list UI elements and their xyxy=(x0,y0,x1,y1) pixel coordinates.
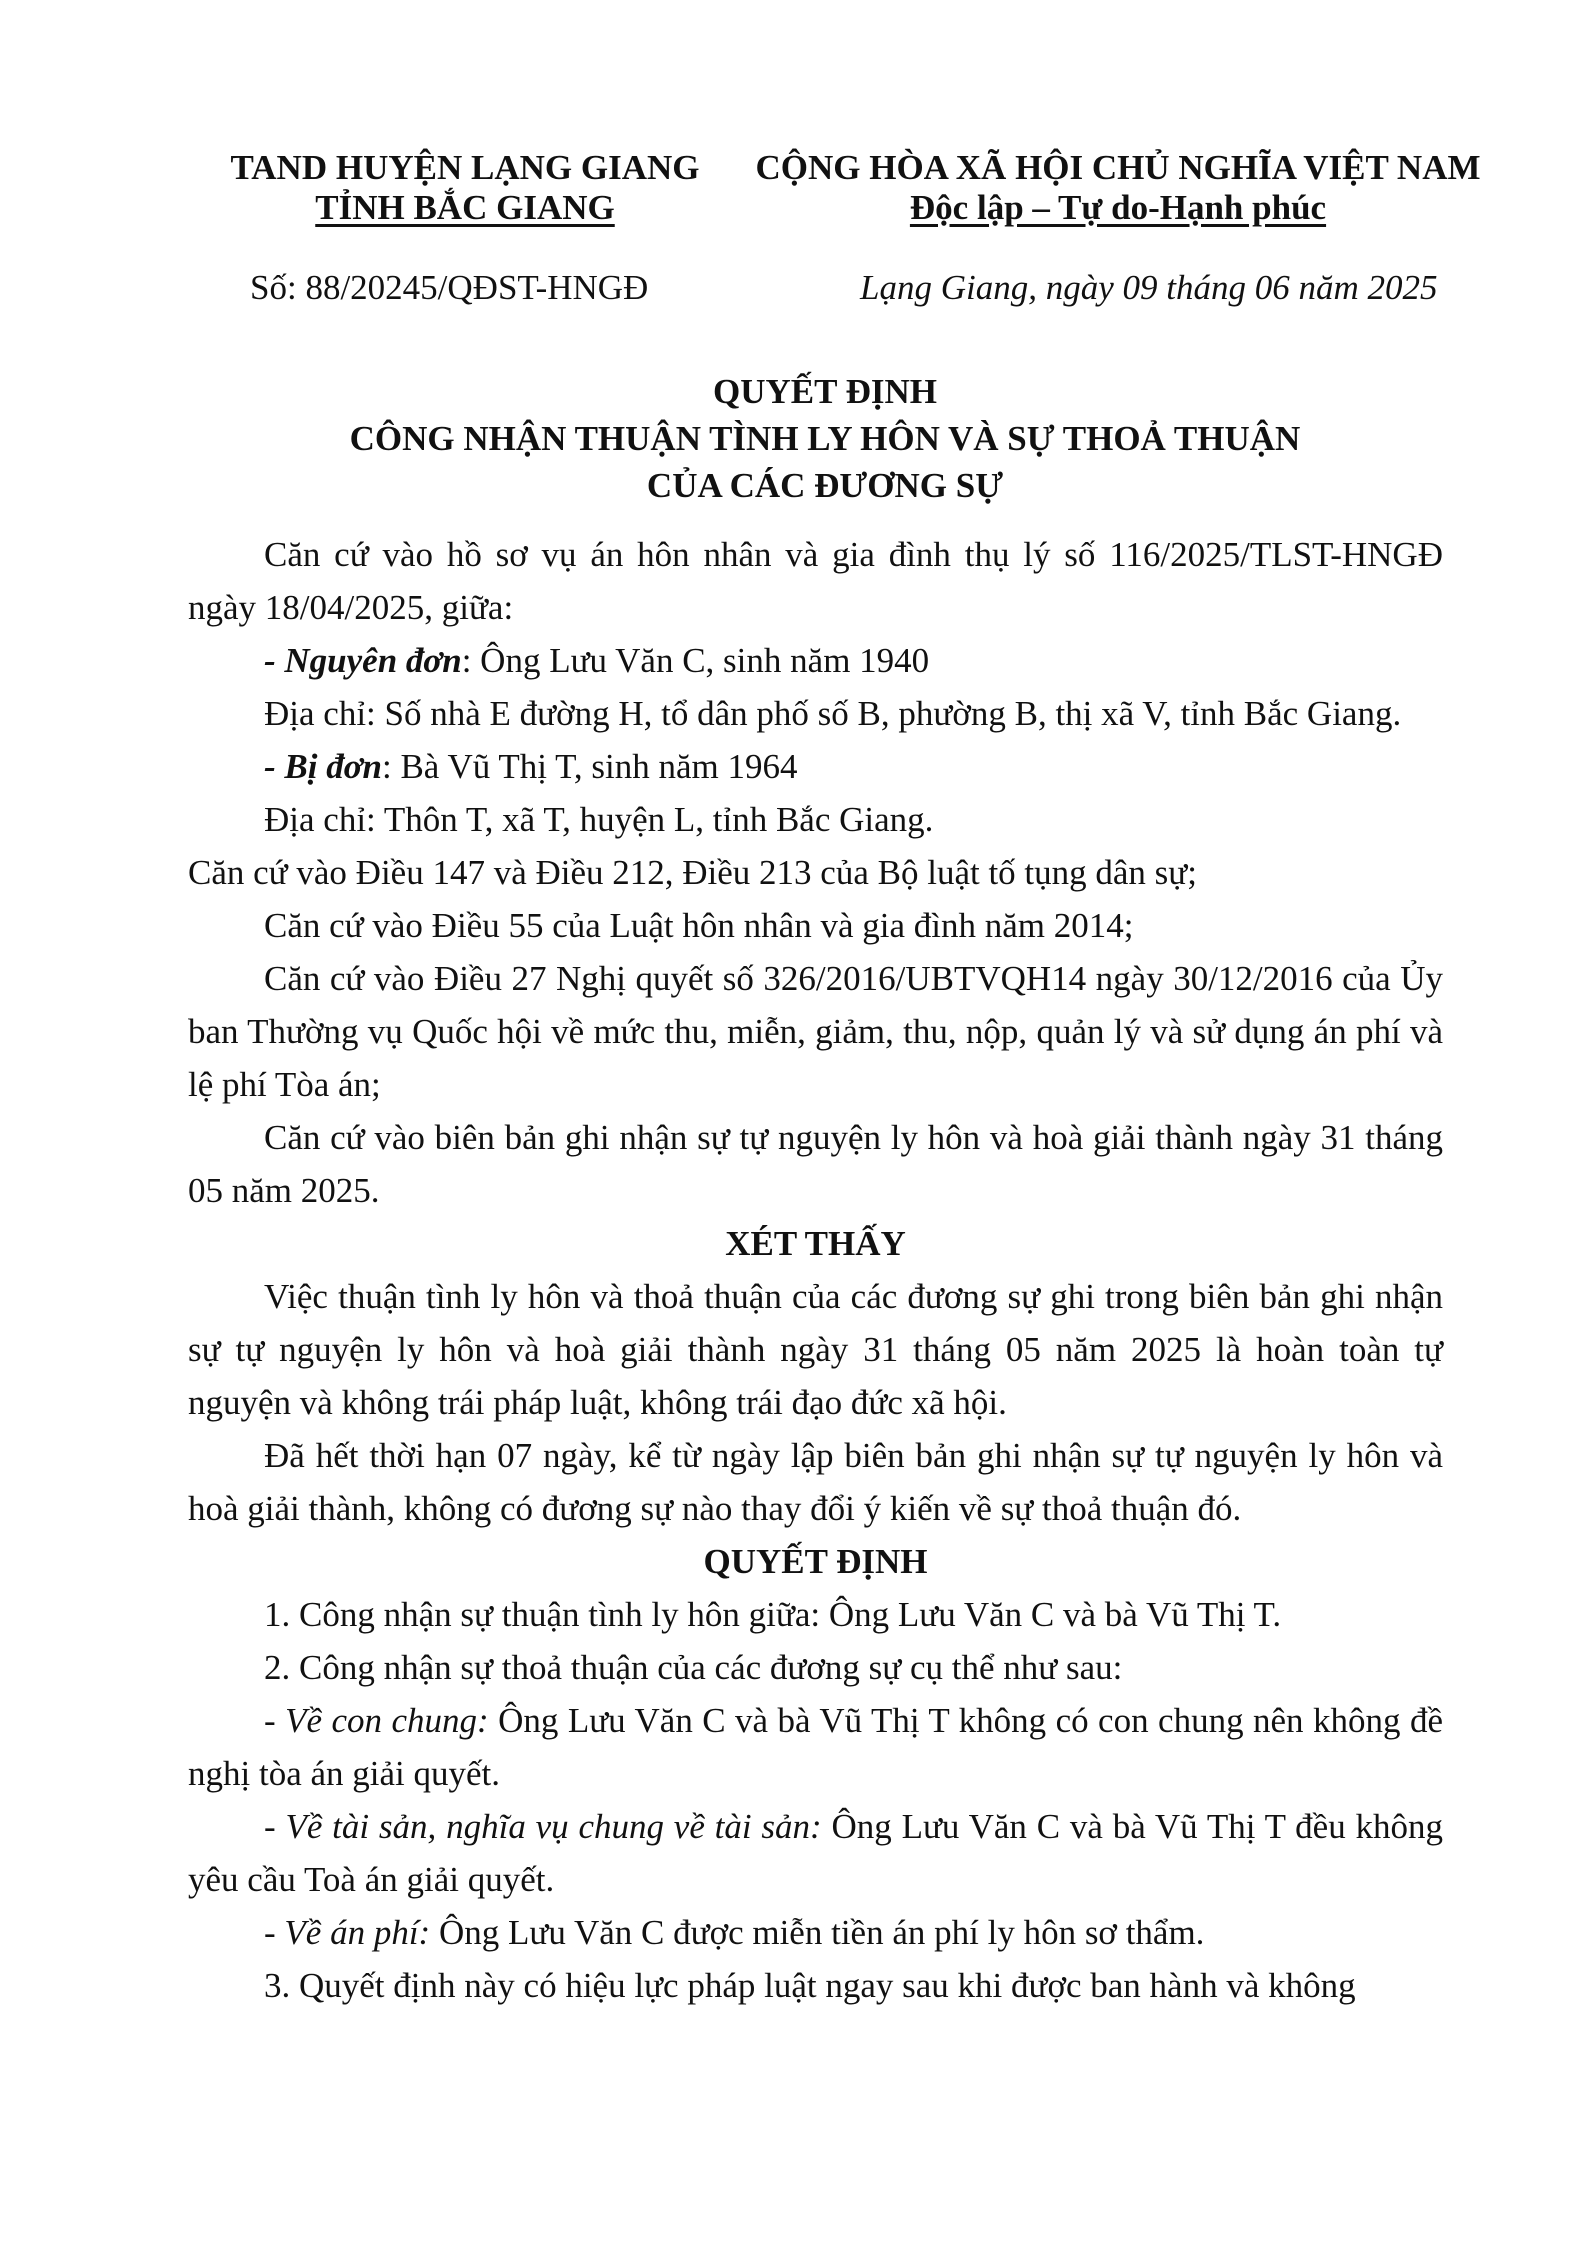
document-number: Số: 88/20245/QĐST-HNGĐ xyxy=(250,268,649,307)
paragraph-children xyxy=(188,1694,1443,1800)
paragraph-decision-3: 3. Quyết định này có hiệu lực pháp luật ngay sau khi được ban hành và không xyxy=(264,1966,1356,2005)
plaintiff-label: - Nguyên đơn xyxy=(264,641,462,680)
fee-label: - Về án phí: xyxy=(264,1913,431,1952)
paragraph-finding-2: Đã hết thời hạn 07 ngày, kể từ ngày lập biên bản ghi nhận sự tự nguyện ly hôn và hoà giải thành, không có đương sự nào thay đổi ý kiến về sự thoả thuận đó. xyxy=(188,1436,1443,1528)
paragraph-defendant xyxy=(188,740,1443,793)
paragraph-decision-1: 1. Công nhận sự thuận tình ly hôn giữa: Ông Lưu Văn C và bà Vũ Thị T. xyxy=(264,1595,1282,1634)
paragraph-basis-1: Căn cứ vào Điều 147 và Điều 212, Điều 213 của Bộ luật tố tụng dân sự; xyxy=(188,853,1198,892)
national-motto: Độc lập – Tự do-Hạnh phúc xyxy=(909,188,1327,227)
paragraph-defendant-address: Địa chỉ: Thôn T, xã T, huyện L, tỉnh Bắc Giang. xyxy=(264,800,934,839)
paragraph-plaintiff-address: Địa chỉ: Số nhà E đường H, tổ dân phố số B, phường B, thị xã V, tỉnh Bắc Giang. xyxy=(264,694,1402,733)
title-line-2: CÔNG NHẬN THUẬN TÌNH LY HÔN VÀ SỰ THOẢ THUẬN xyxy=(349,419,1301,458)
province-name: TỈNH BẮC GIANG xyxy=(315,188,615,227)
document-body xyxy=(188,528,1443,2012)
court-header xyxy=(215,148,715,228)
defendant-label: - Bị đơn xyxy=(264,747,382,786)
document-place-date: Lạng Giang, ngày 09 tháng 06 năm 2025 xyxy=(860,268,1438,307)
plaintiff-text: : Ông Lưu Văn C, sinh năm 1940 xyxy=(461,641,930,680)
paragraph-basis-3: Căn cứ vào Điều 27 Nghị quyết số 326/2016/UBTVQH14 ngày 30/12/2016 của Ủy ban Thường vụ Quốc hội về mức thu, miễn, giảm, thu, nộp, quản lý và sử dụng án phí và lệ phí Tòa án; xyxy=(188,959,1443,1104)
document-title xyxy=(180,368,1470,509)
property-text: Ông Lưu Văn C và bà Vũ Thị T đều không yêu cầu Toà án giải quyết. xyxy=(188,1807,1444,1899)
paragraph-case-basis: Căn cứ vào hồ sơ vụ án hôn nhân và gia đình thụ lý số 116/2025/TLST-HNGĐ ngày 18/04/2025, giữa: xyxy=(188,535,1443,627)
national-header xyxy=(738,148,1498,228)
title-line-1: QUYẾT ĐỊNH xyxy=(713,372,937,411)
paragraph-basis-4: Căn cứ vào biên bản ghi nhận sự tự nguyện ly hôn và hoà giải thành ngày 31 tháng 05 năm 2025. xyxy=(188,1118,1443,1210)
paragraph-property xyxy=(188,1800,1443,1906)
fee-text: Ông Lưu Văn C được miễn tiền án phí ly hôn sơ thẩm. xyxy=(430,1913,1205,1952)
defendant-text: : Bà Vũ Thị T, sinh năm 1964 xyxy=(381,747,798,786)
section-heading-findings: XÉT THẤY xyxy=(725,1224,906,1263)
paragraph-decision-2: 2. Công nhận sự thoả thuận của các đương sự cụ thể như sau: xyxy=(264,1648,1123,1687)
paragraph-fee xyxy=(188,1906,1443,1959)
section-heading-decision: QUYẾT ĐỊNH xyxy=(703,1542,928,1581)
property-label: - Về tài sản, nghĩa vụ chung về tài sản: xyxy=(264,1807,822,1846)
paragraph-plaintiff xyxy=(188,634,1443,687)
paragraph-finding-1: Việc thuận tình ly hôn và thoả thuận của các đương sự ghi trong biên bản ghi nhận sự tự nguyện ly hôn và hoà giải thành ngày 31 tháng 05 năm 2025 là hoàn toàn tự nguyện và không trái pháp luật, không trái đạo đức xã hội. xyxy=(188,1277,1443,1422)
title-line-3: CỦA CÁC ĐƯƠNG SỰ xyxy=(646,466,1004,505)
children-label: - Về con chung: xyxy=(264,1701,489,1740)
children-text: Ông Lưu Văn C và bà Vũ Thị T không có con chung nên không đề nghị tòa án giải quyết. xyxy=(188,1701,1444,1793)
court-name: TAND HUYỆN LẠNG GIANG xyxy=(230,148,700,187)
national-title: CỘNG HÒA XÃ HỘI CHỦ NGHĨA VIỆT NAM xyxy=(755,148,1481,187)
paragraph-basis-2: Căn cứ vào Điều 55 của Luật hôn nhân và gia đình năm 2014; xyxy=(264,906,1134,945)
